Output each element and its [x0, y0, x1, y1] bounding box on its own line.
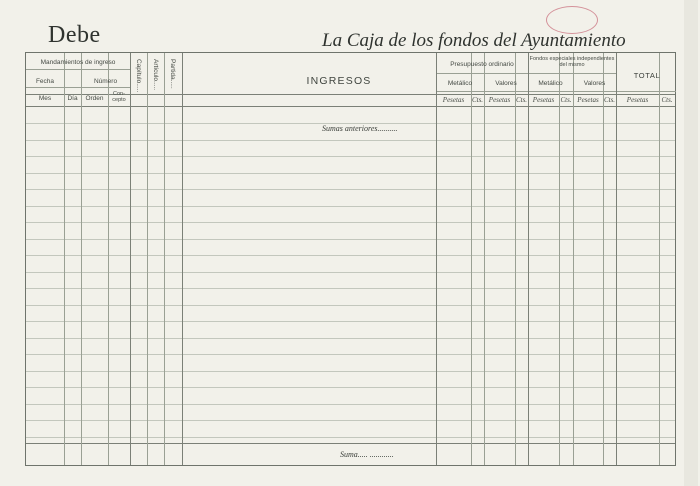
fondos-header: Fondos especiales independientes del mismo [529, 56, 615, 68]
numero-header: Número [93, 78, 118, 85]
fecha-header: Fecha [35, 78, 55, 85]
col-cts1 [471, 53, 472, 465]
ledger-row-rule [26, 338, 675, 339]
metalico-header-2: Metálico [538, 80, 563, 87]
valores-header-2: Valores [583, 80, 606, 87]
municipal-stamp [546, 6, 598, 34]
presupuesto-rule [436, 73, 616, 74]
col-cts2 [515, 53, 516, 465]
ledger-row-rule [26, 272, 675, 273]
ledger-row-rule [26, 189, 675, 190]
ledger-row-rule [26, 140, 675, 141]
ledger-row-rule [26, 305, 675, 306]
ledger-row-rule [26, 288, 675, 289]
cts-header-5: Cts. [661, 96, 673, 104]
mandamientos-header: Mandamientos de ingreso [40, 59, 116, 66]
presupuesto-header: Presupuesto ordinario [450, 61, 514, 68]
col-cts5 [659, 53, 660, 465]
pesetas-header-5: Pesetas [626, 96, 649, 104]
ledger-row-rule [26, 420, 675, 421]
ledger-row-rule [26, 387, 675, 388]
ledger-table [25, 52, 676, 466]
suma-total: Suma..... ............ [340, 450, 394, 459]
ledger-row-rule [26, 354, 675, 355]
sumas-anteriores: Sumas anteriores.......... [322, 124, 398, 133]
col-cts3 [559, 53, 560, 465]
header-double-rule [26, 106, 675, 107]
partida-header: Partida..... [169, 59, 176, 89]
debe-title: Debe [48, 22, 101, 48]
dia-header: Día [67, 95, 78, 102]
col-fondos [528, 53, 529, 465]
total-header: TOTAL [633, 71, 661, 80]
valores-header-1: Valores [495, 80, 517, 87]
cts-header-1: Cts. [471, 96, 484, 104]
pesetas-header-4: Pesetas [577, 96, 599, 104]
suma-rule [26, 443, 675, 444]
pesetas-header-3: Pesetas [532, 96, 555, 104]
metalico-header-1: Metálico [447, 80, 473, 87]
col-ingresos [182, 53, 183, 465]
col-capitulo [130, 53, 131, 465]
col-valores2 [573, 53, 574, 465]
ledger-row-rule [26, 404, 675, 405]
ledger-row-rule [26, 156, 675, 157]
col-orden-concepto [108, 53, 109, 465]
ledger-row-rule [26, 321, 675, 322]
col-partida [164, 53, 165, 465]
cts-header-2: Cts. [515, 96, 528, 104]
col-mes-dia [64, 53, 65, 465]
pesetas-rule [436, 91, 676, 92]
ledger-row-rule [26, 222, 675, 223]
articulo-header: Artículo..... [152, 59, 159, 91]
ledger-row-rule [26, 173, 675, 174]
page-gutter [684, 0, 698, 486]
col-cts4 [603, 53, 604, 465]
book-title: La Caja de los fondos del Ayuntamiento [322, 30, 626, 51]
pesetas-header-2: Pesetas [488, 96, 511, 104]
orden-header: Orden [85, 95, 104, 102]
ledger-row-rule [26, 437, 675, 438]
ledger-row-rule [26, 239, 675, 240]
mes-rule [26, 87, 130, 88]
pesetas-header-1: Pesetas [442, 96, 465, 104]
ledger-row-rule [26, 206, 675, 207]
fecha-rule [26, 69, 130, 70]
mes-header: Mes [38, 95, 52, 102]
ledger-row-rule [26, 255, 675, 256]
capitulo-header: Capítulo..... [135, 59, 142, 93]
cts-header-4: Cts. [603, 96, 616, 104]
ingresos-header: INGRESOS [306, 75, 372, 87]
col-presupuesto [436, 53, 437, 465]
col-articulo [147, 53, 148, 465]
cts-header-3: Cts. [560, 96, 572, 104]
col-dia-orden [81, 53, 82, 465]
col-valores1 [484, 53, 485, 465]
ledger-row-rule [26, 371, 675, 372]
concepto-header: Con-cepto [112, 91, 126, 103]
col-total [616, 53, 617, 465]
